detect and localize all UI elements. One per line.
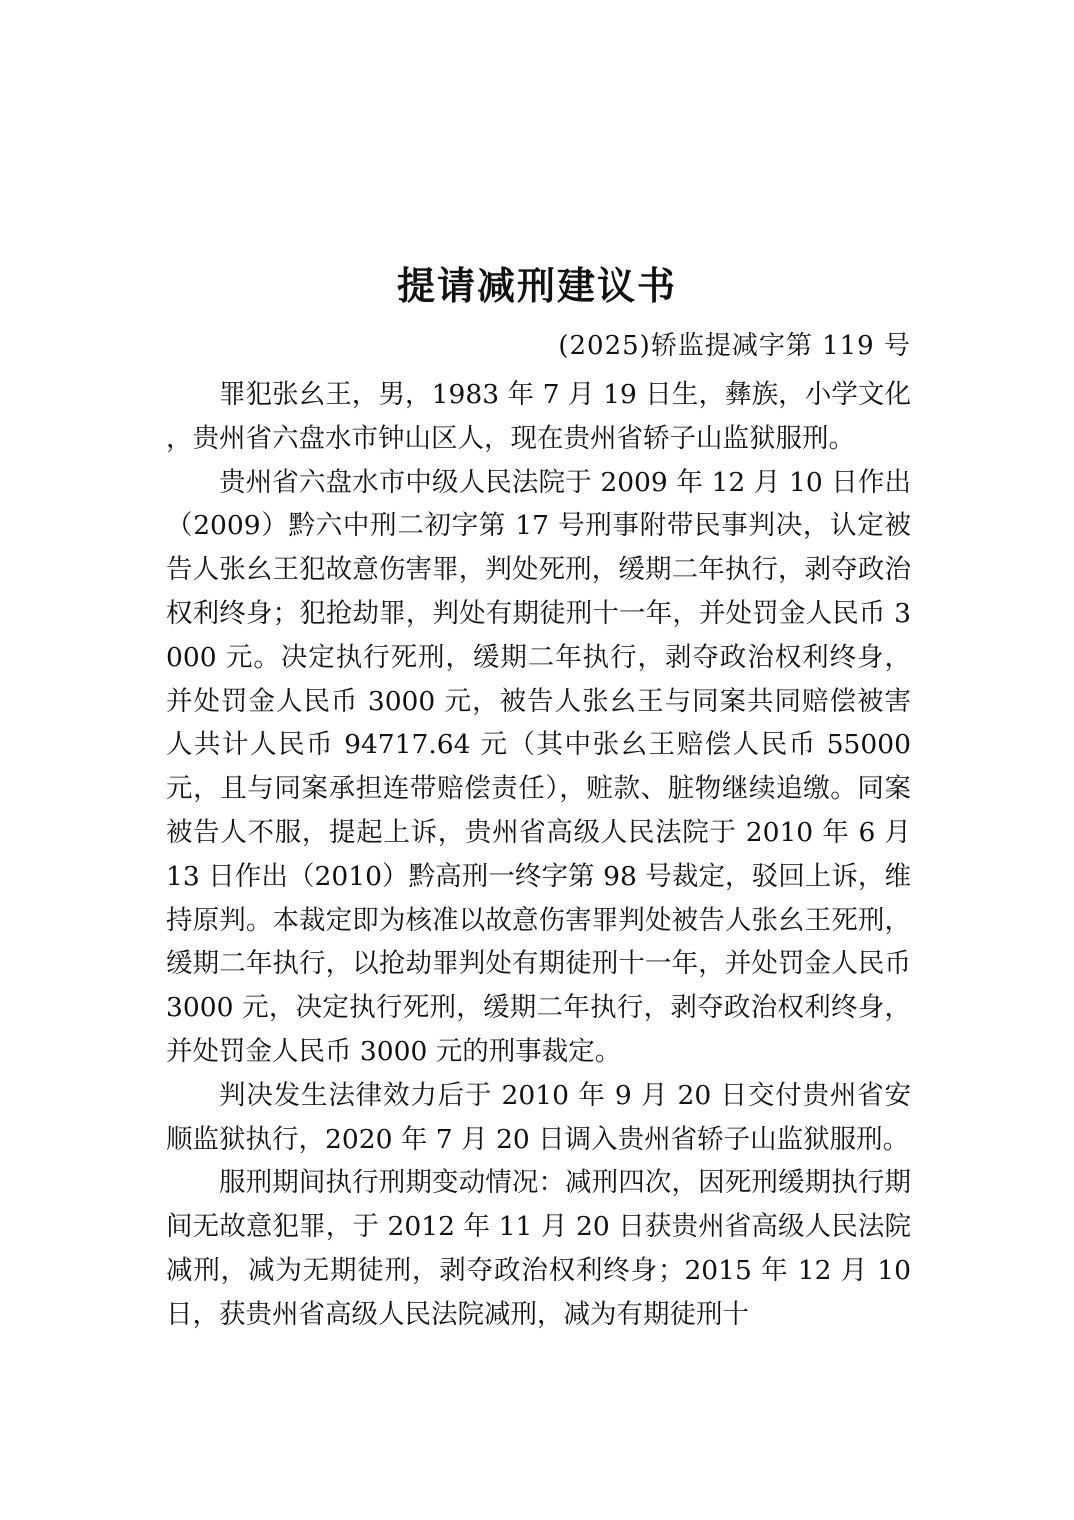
paragraph-criminal-info: 罪犯张幺王，男，1983 年 7 月 19 日生，彝族，小学文化，贵州省六盘水市钟山区人，现在贵州省轿子山监狱服刑。: [166, 379, 911, 454]
paragraph-sentence-changes: 服刑期间执行刑期变动情况：减刑四次，因死刑缓期执行期间无故意犯罪，于 2012 年 11 月 20 日获贵州省高级人民法院减刑，减为无期徒刑，剥夺政治权利终身；2015 年 12 月 10 日，获贵州省高级人民法院减刑，减为有期徒刑十: [166, 1167, 911, 1330]
document-title: 提请减刑建议书: [396, 263, 677, 308]
document-number: (2025)轿监提减字第 119 号: [558, 331, 911, 361]
paragraph-judgment: 贵州省六盘水市中级人民法院于 2009 年 12 月 10 日作出（2009）黔六中刑二初字第 17 号刑事附带民事判决，认定被告人张幺王犯故意伤害罪，判处死刑，缓期二年执行，剥夺政治权利终身；犯抢劫罪，判处有期徒刑十一年，并处罚金人民币 3000 元。决定执行死刑，缓期二年执行，剥夺政治权利终身，并处罚金人民币 3000 元，被告人张幺王与同案共同赔偿被害人共计人民币 94717.64 元（其中张幺王赔偿人民币 55000 元，且与同案承担连带赔偿责任），赃款、脏物继续追缴。同案被告人不服，提起上诉，贵州省高级人民法院于 2010 年 6 月 13 日作出（2010）黔高刑一终字第 98 号裁定，驳回上诉，维持原判。本裁定即为核准以故意伤害罪判处被告人张幺王死刑，缓期二年执行，以抢劫罪判处有期徒刑十一年，并处罚金人民币 3000 元，决定执行死刑，缓期二年执行，剥夺政治权利终身，并处罚金人民币 3000 元的刑事裁定。: [166, 466, 911, 1067]
document-body: [166, 373, 911, 1337]
paragraph-execution-transfer: 判决发生法律效力后于 2010 年 9 月 20 日交付贵州省安顺监狱执行，2020 年 7 月 20 日调入贵州省轿子山监狱服刑。: [166, 1079, 911, 1155]
